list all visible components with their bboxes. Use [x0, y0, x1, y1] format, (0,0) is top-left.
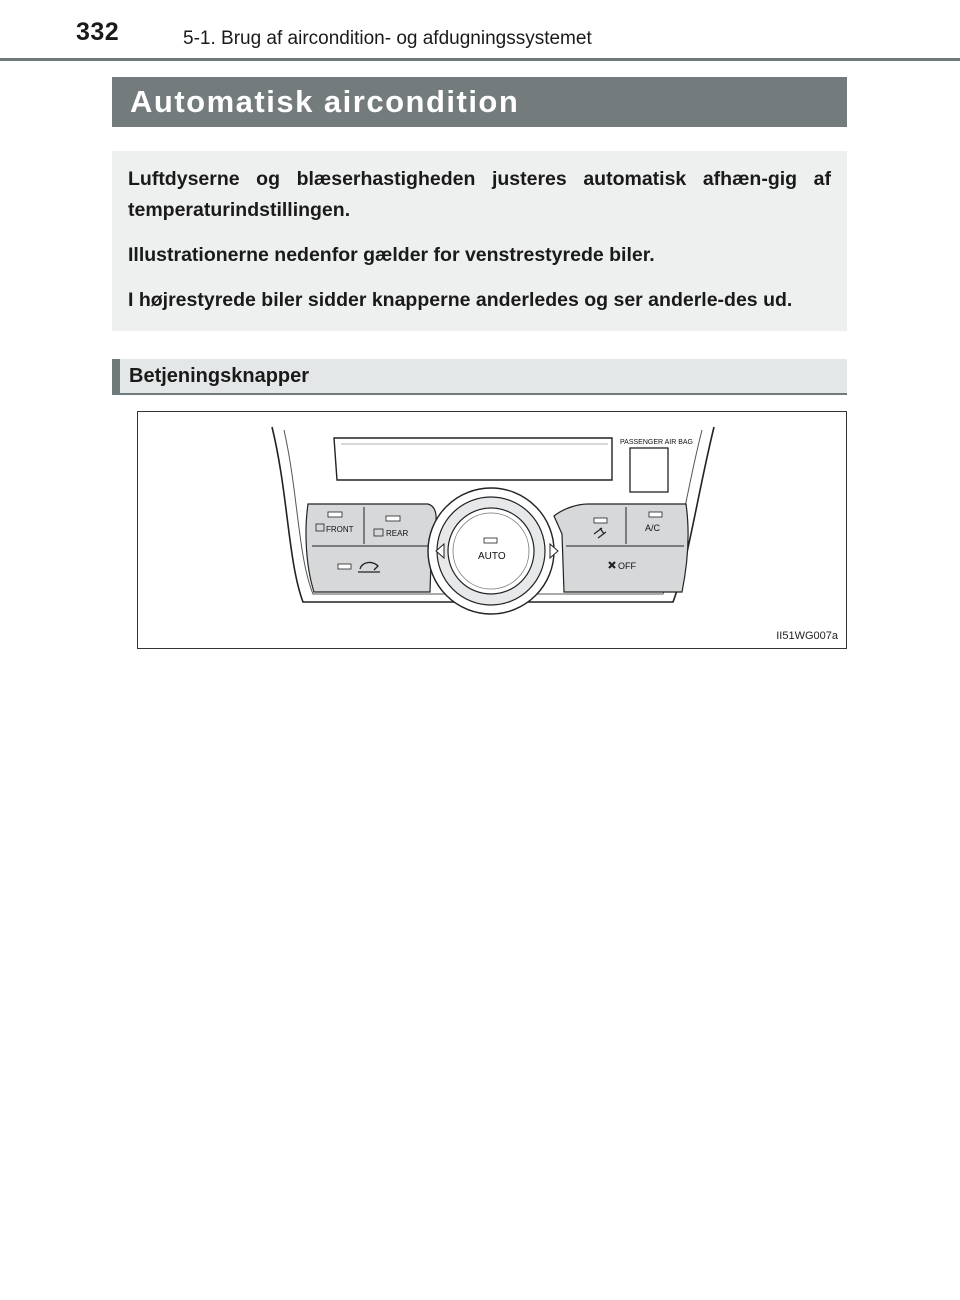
- title-bar: [112, 77, 847, 127]
- intro-paragraph-2: Illustrationerne nedenfor gælder for venstrestyrede biler.: [128, 244, 655, 266]
- right-button-cluster: [554, 504, 688, 592]
- off-label: OFF: [618, 561, 636, 571]
- rear-defogger-label: REAR: [386, 529, 409, 538]
- passenger-airbag-indicator: [630, 448, 668, 492]
- intro-box: [112, 151, 847, 331]
- recirculation-indicator: [338, 564, 351, 569]
- left-button-cluster: [306, 504, 436, 592]
- front-defogger-label: FRONT: [326, 525, 354, 534]
- running-head: 5-1. Brug af aircondition- og afdugningssystemet: [183, 28, 592, 49]
- ac-label: A/C: [645, 523, 661, 533]
- auto-label: AUTO: [478, 551, 506, 562]
- mode-indicator: [594, 518, 607, 523]
- intro-paragraph-3: I højrestyrede biler sidder knapperne anderledes og ser anderle-des ud.: [128, 289, 793, 311]
- rear-defog-indicator: [386, 516, 400, 521]
- passenger-airbag-label: PASSENGER AIR BAG: [620, 439, 694, 446]
- page-title: Automatisk aircondition: [130, 84, 520, 119]
- section-heading: [112, 359, 847, 395]
- page-number: 332: [76, 18, 120, 46]
- section-heading-text: Betjeningsknapper: [129, 364, 310, 387]
- intro-paragraph-1: Luftdyserne og blæserhastigheden justeres automatisk afhæn-gig af temperaturindstillingen.: [128, 168, 831, 221]
- header-rule: [0, 58, 960, 61]
- front-defog-indicator: [328, 512, 342, 517]
- ac-indicator: [649, 512, 662, 517]
- control-panel-figure: [137, 411, 847, 649]
- auto-indicator: [484, 538, 497, 543]
- figure-code: II51WG007a: [776, 630, 838, 642]
- control-panel-illustration: [138, 412, 846, 648]
